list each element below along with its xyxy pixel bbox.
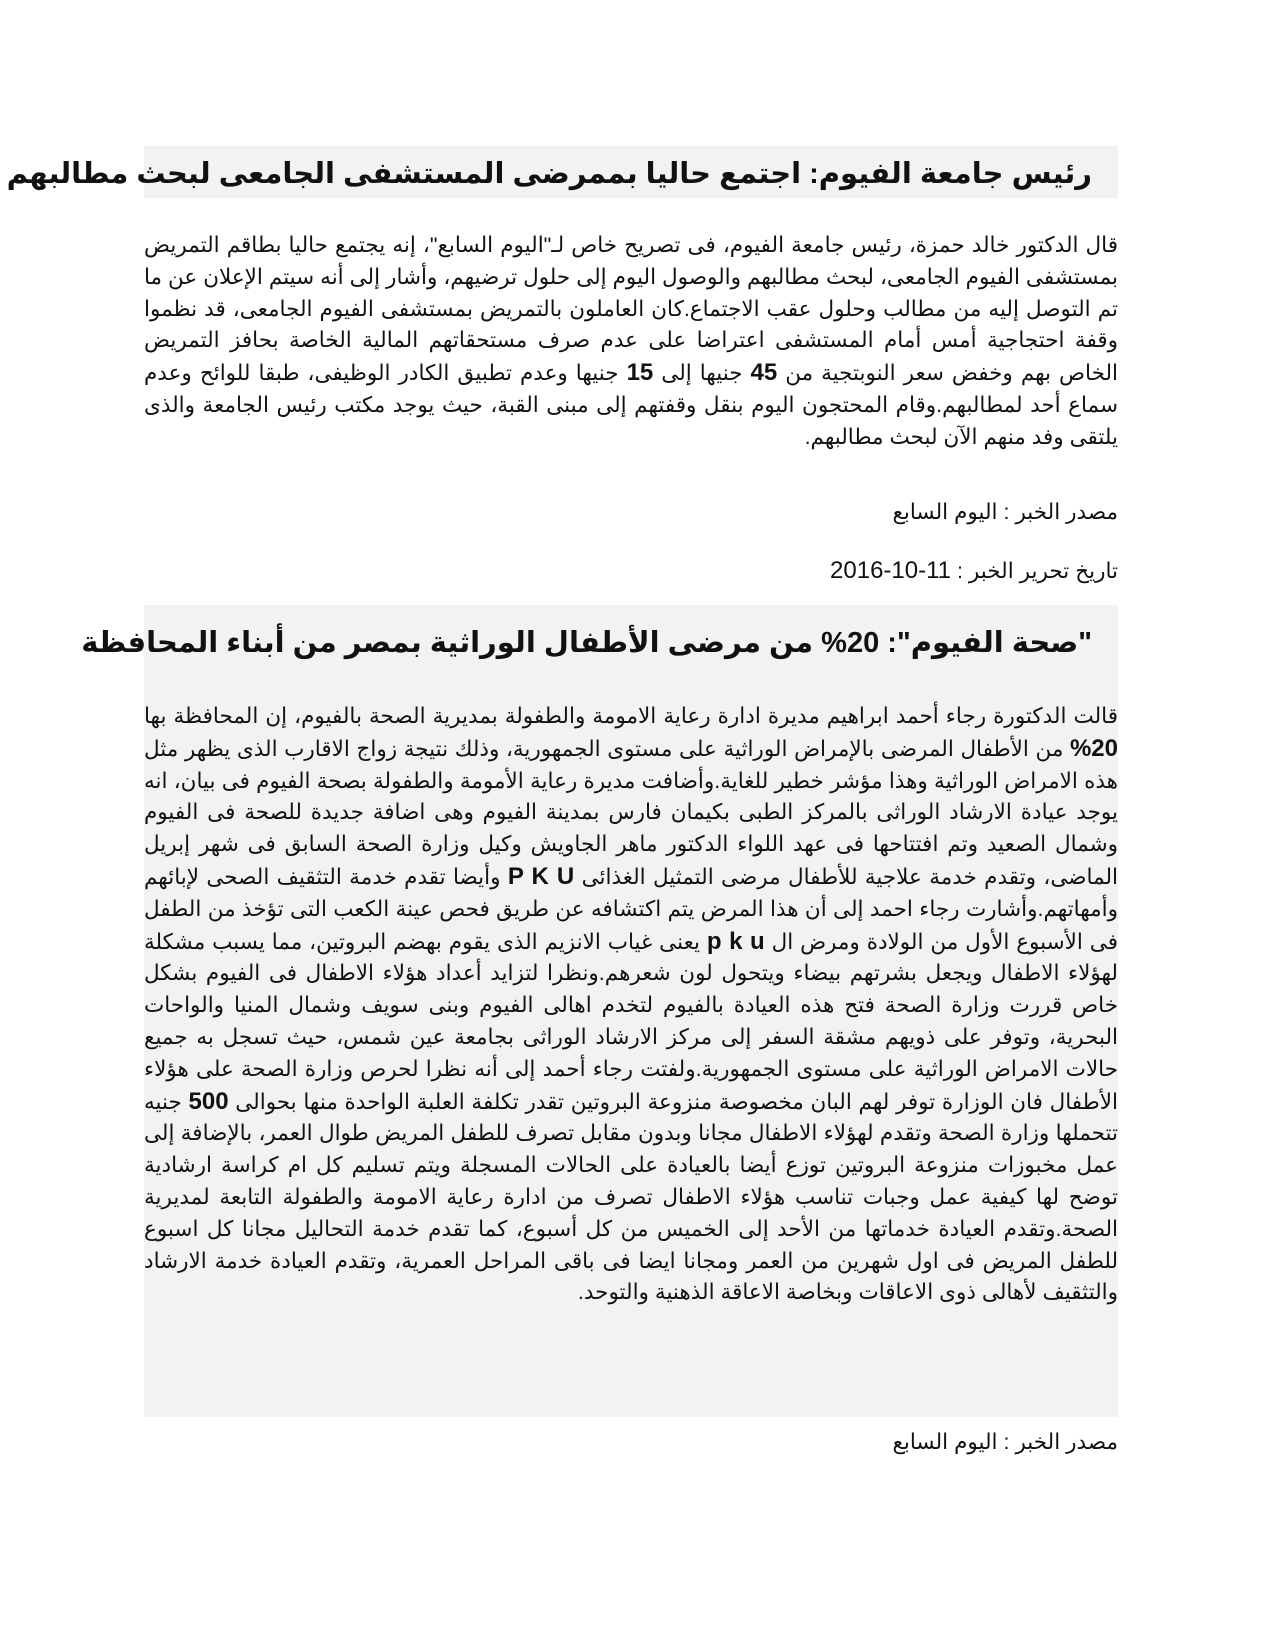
- article-1-body: [144, 230, 1118, 454]
- article-2-text-d: يعنى غياب الانزيم الذى يقوم بهضم البروتين، مما يسبب مشكلة لهؤلاء الاطفال ويجعل بشرتهم بيضاء ويتحول لون شعرهم.ونظرا لتزايد أعداد هؤلاء الاطفال فى الفيوم بشكل خاص قررت وزارة الصحة فتح هذه العيادة بالفيوم لتخدم اهالى الفيوم وبنى سويف وشمال المنيا والواحات البحرية، وتوفر على ذويهم مشقة السفر إلى مركز الارشاد الوراثى بجامعة عين شمس، حيث تسجل به جميع حالات الامراض الوراثية على مستوى الجمهورية.ولفتت رجاء أحمد إلى أنه نظرا لحرص وزارة الصحة على هؤلاء الأطفال فان الوزارة توفر لهم البان مخصوصة منزوعة البروتين تقدر تكلفة العلبة الواحدة منها بحوالى: [144, 929, 1118, 1114]
- article-1-text-b: جنيها إلى: [653, 361, 751, 386]
- article-2-title-part-b: من مرضى الأطفال الوراثية بمصر من أبناء المحافظة: [81, 627, 822, 659]
- article-2-number-500: 500: [188, 1087, 229, 1115]
- article-2-text-b: من الأطفال المرضى بالإمراض الوراثية على مستوى الجمهورية، وذلك نتيجة زواج الاقارب الذى يظهر مثل هذه الامراض الوراثية وهذا مؤشر خطير للغاية.وأضافت مديرة رعاية الأمومة والطفولة بصحة الفيوم فى بيان، انه يوجد عيادة الارشاد الوراثى بالمركز الطبى بكيمان فارس بمدينة الفيوم وهى اضافة جديدة للصحة فى الفيوم وشمال الصعيد وتم افتتاحها فى عهد اللواء الدكتور ماهر الجاويش وكيل وزارة الصحة السابق فى شهر إبريل الماضى، وتقدم خدمة علاجية للأطفال مرضى التمثيل الغذائى: [144, 736, 1118, 889]
- article-1-number-45: 45: [750, 359, 778, 387]
- article-2-pku-upper: P K U: [507, 862, 575, 890]
- article-1-text-a: قال الدكتور خالد حمزة، رئيس جامعة الفيوم، فى تصريح خاص لـ"اليوم السابع"، إنه يجتمع حاليا بطاقم التمريض بمستشفى الفيوم الجامعى، لبحث مطالبهم والوصول اليوم إلى حلول ترضيهم، وأشار إلى أنه سيتم الإعلان عن ما تم التوصل إليه من مطالب وحلول عقب الاجتماع.كان العاملون بالتمريض بمستشفى الفيوم الجامعى، قد نظموا وقفة احتجاجية أمس أمام المستشفى اعتراضا على عدم صرف مستحقاتهم المالية الخاصة بحافز التمريض الخاص بهم وخفض سعر النوبتجية من: [144, 233, 1119, 386]
- article-2-number-20-percent: 20%: [1069, 734, 1118, 762]
- article-1-date-value: 2016-10-11: [830, 557, 952, 584]
- article-2-title-part-a: "صحة الفيوم":: [879, 627, 1092, 659]
- article-2-text-a: قالت الدكتورة رجاء أحمد ابراهيم مديرة ادارة رعاية الامومة والطفولة بمديرية الصحة بالفيوم، إن المحافظة بها: [144, 704, 1118, 728]
- article-1-title-bar: [6, 146, 1118, 198]
- article-2-source: مصدر الخبر : اليوم السابع: [892, 1430, 1118, 1454]
- article-2-box: [81, 605, 1119, 1417]
- article-1-source: مصدر الخبر : اليوم السابع: [892, 500, 1118, 524]
- article-1-date-line: [830, 557, 1118, 585]
- article-2-title: [81, 605, 1118, 665]
- article-1-text-c: جنيها وعدم تطبيق الكادر الوظيفى، طبقا للوائح وعدم سماع أحد لمطالبهم.وقام المحتجون اليوم بنقل وقفتهم إلى مبنى القبة، حيث يوجد مكتب رئيس الجامعة والذى يلتقى وفد منهم الآن لبحث مطالبهم.: [144, 361, 1118, 449]
- article-2-text-e: جنيه تتحملها وزارة الصحة وتقدم لهؤلاء الاطفال مجانا وبدون مقابل تصرف للطفل المريض طوال العمر، بالإضافة إلى عمل مخبوزات منزوعة البروتين توزع أيضا بالعيادة على الحالات المسجلة ويتم تسليم كل ام كراسة ارشادية توضح لها كيفية عمل وجبات تناسب هؤلاء الاطفال تصرف من ادارة رعاية الامومة والطفولة التابعة لمديرية الصحة.وتقدم العيادة خدماتها من الأحد إلى الخميس من كل أسبوع، كما تقدم خدمة التحاليل مجانا كل اسبوع للطفل المريض فى اول شهرين من العمر ومجانا ايضا فى باقى المراحل العمرية، وتقدم العيادة خدمة الارشاد والتثقيف لأهالى ذوى الاعاقات وبخاصة الاعاقة الذهنية والتوحد.: [144, 1089, 1119, 1305]
- article-2-title-percent: 20%: [821, 627, 880, 659]
- article-1-paragraph: [144, 230, 1118, 454]
- article-1-title: رئيس جامعة الفيوم: اجتمع حاليا بممرضى المستشفى الجامعى لبحث مطالبهم: [6, 158, 1092, 190]
- article-2-text-c: وأيضا تقدم خدمة التثقيف الصحى لإبائهم وأمهاتهم.وأشارت رجاء احمد إلى أن هذا المرض يتم اكتشافه عن طريق فحص عينة الكعب التى تؤخذ من الطفل فى الأسبوع الأول من الولادة ومرض ال: [144, 864, 1118, 954]
- article-1-date-label: تاريخ تحرير الخبر :: [951, 559, 1118, 583]
- article-1-number-15: 15: [626, 359, 654, 387]
- article-2-body: [144, 701, 1118, 1309]
- article-2-pku-lower: p k u: [706, 927, 765, 955]
- article-2-paragraph: [144, 701, 1118, 1309]
